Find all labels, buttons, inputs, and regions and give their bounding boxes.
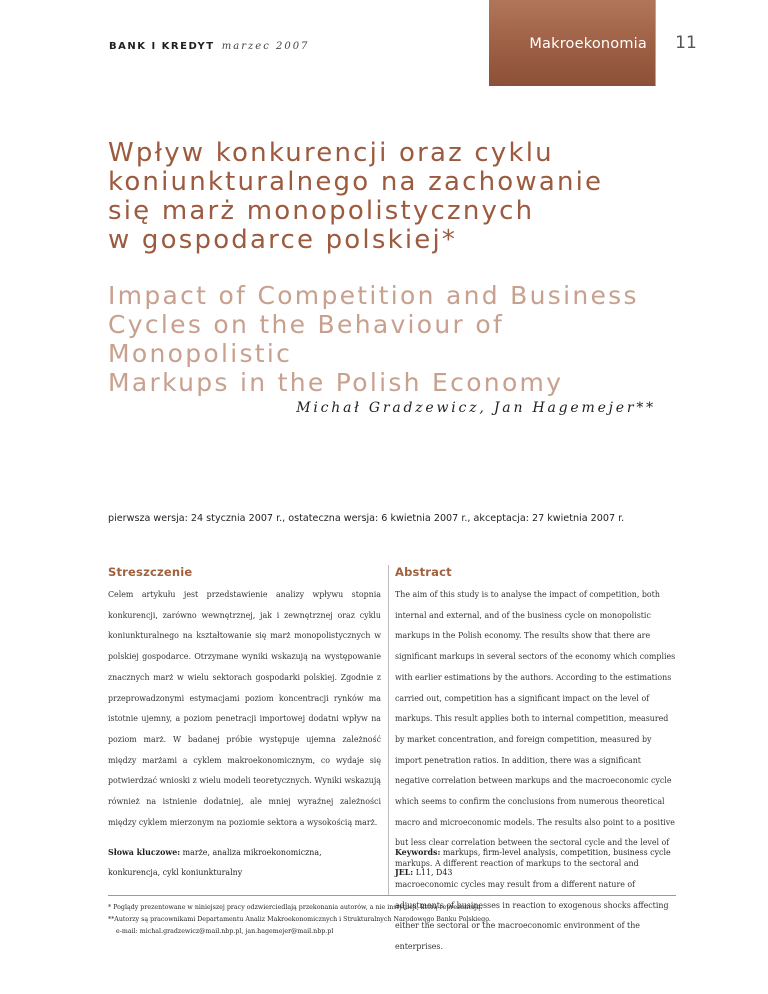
- title-en-line: Cycles on the Behaviour of Monopolistic: [108, 310, 505, 368]
- keywords-en-text: markups, firm-level analysis, competition, business cycle: [442, 848, 671, 857]
- abstract-heading: Abstract: [395, 565, 452, 579]
- keywords-english: [395, 843, 685, 883]
- keywords-pl-line2: konkurencja, cykl koniunkturalny: [108, 868, 243, 877]
- version-dates: pierwsza wersja: 24 stycznia 2007 r., ostateczna wersja: 6 kwietnia 2007 r., akceptacja: 27 kwietnia 2007 r.: [108, 513, 625, 524]
- journal-issue: marzec 2007: [221, 41, 310, 52]
- streszczenie-heading: Streszczenie: [108, 565, 193, 579]
- footnote-email: e-mail: michal.gradzewicz@mail.nbp.pl, jan.hagemejer@mail.nbp.pl: [116, 928, 334, 935]
- keywords-polish: [108, 843, 381, 883]
- abstract-text: The aim of this study is to analyse the impact of competition, both internal and external, and of the business cycle on monopolistic markups in the Polish economy. The results show that there are significant markups in several sectors of the economy which complies with earlier estimations by the authors. According to the estimations carried out, competition has a significant impact on the level of markups. This result applies both to internal competition, measured by market concentration, and foreign competition, measured by import penetration ratios. In addition, there was a significant negative correlation between markups and the macroeconomic cycle which seems to confirm the conclusions from numerous theoretical macro and microeconomic models. The results also point to a positive but less clear correlation between the sectoral cycle and the level of markups. A different reaction of markups to the sectoral and macroeconomic cycles may result from a different nature of adjustments of businesses in reaction to exogenous shocks affecting either the sectoral or the macroeconomic environment of the enterprises.: [395, 590, 676, 951]
- keywords-pl-line1: marże, analiza mikroekonomiczna,: [182, 848, 322, 857]
- keywords-pl-label: Słowa kluczowe:: [108, 848, 181, 857]
- title-en-line: Impact of Competition and Business: [108, 281, 639, 310]
- jel-codes: L11, D43: [415, 868, 453, 877]
- authors: Michał Gradzewicz, Jan Hagemejer**: [296, 400, 656, 416]
- footnote-1: * Poglądy prezentowane w niniejszej pracy odzwierciedlają przekonania autorów, a nie instytucji, którą reprezentują.: [108, 904, 483, 911]
- title-en-line: Markups in the Polish Economy: [108, 368, 564, 397]
- keywords-en-label: Keywords:: [395, 848, 441, 857]
- abstract-column: [395, 565, 677, 958]
- page-number: 11: [675, 33, 697, 53]
- footnote-2: **Autorzy są pracownikami Departamentu Analiz Makroekonomicznych i Strukturalnych Narodowego Banku Polskiego.: [108, 916, 491, 923]
- section-name: Makroekonomia: [529, 36, 647, 52]
- column-divider: [388, 565, 389, 895]
- title-polish: [108, 139, 688, 255]
- title-pl-line: się marż monopolistycznych: [108, 196, 535, 226]
- streszczenie-column: [108, 565, 381, 833]
- footnotes: [108, 902, 688, 938]
- footnote-separator: [108, 895, 676, 896]
- title-pl-line: w gospodarce polskiej*: [108, 225, 458, 255]
- journal-name: BANK I KREDYT: [109, 41, 215, 52]
- title-pl-line: koniunkturalnego na zachowanie: [108, 167, 604, 197]
- title-english: [108, 281, 698, 397]
- journal-header: [109, 41, 309, 52]
- streszczenie-text: Celem artykułu jest przedstawienie analizy wpływu stopnia konkurencji, zarówno wewnętrznej, jak i zewnętrznej oraz cyklu koniunkturalnego na kształtowanie się marż monopolistycznych w polskiej gospodarce. Otrzymane wyniki wskazują na występowanie znacznych marż w wielu sektorach gospodarki polskiej. Zgodnie z przeprowadzonymi estymacjami poziom koncentracji rynków ma istotnie ujemny, a poziom penetracji importowej dodatni wpływ na poziom marż. W badanej próbie występuje ujemna zależność między marżami a cyklem makroekonomicznym, co wydaje się potwierdzać wnioski z wielu modeli teoretycznych. Wyniki wskazują również na istnienie dodatniej, ale mniej wyraźnej zależności między cyklem mierzonym na poziomie sektora a wysokością marż.: [108, 590, 381, 827]
- title-pl-line: Wpływ konkurencji oraz cyklu: [108, 138, 554, 168]
- jel-label: JEL:: [395, 868, 414, 877]
